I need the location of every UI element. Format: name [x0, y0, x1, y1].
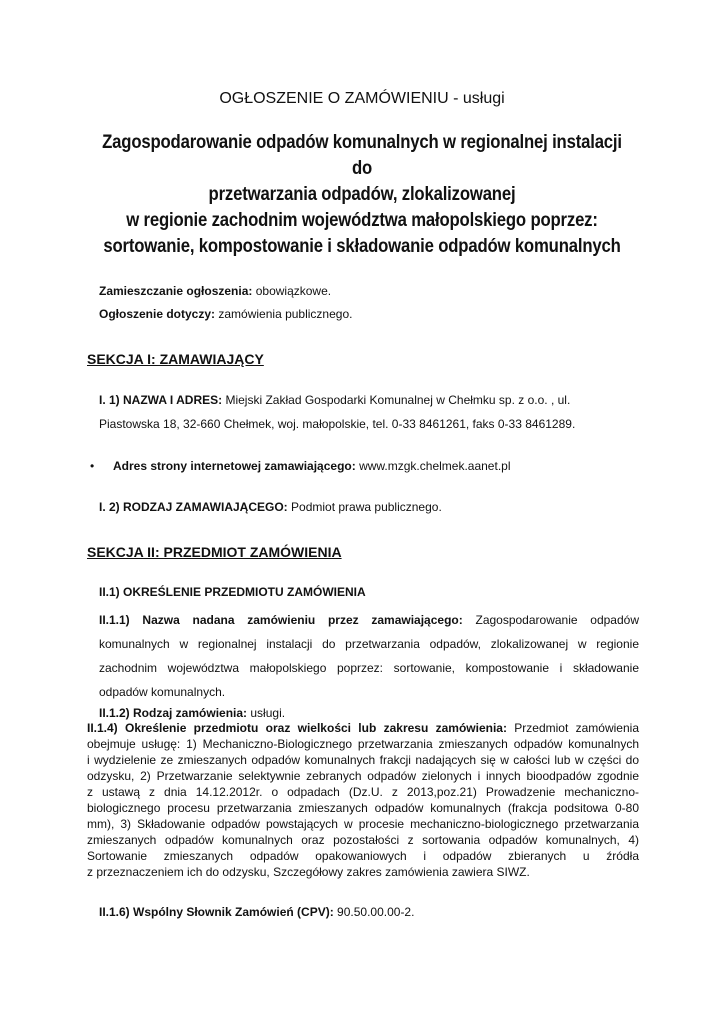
contract-name-value: Zagospodarowanie odpadów — [475, 613, 639, 627]
scope-label: II.1.4) Określenie przedmiotu oraz wielkości lub zakresu zamówienia: — [87, 721, 507, 735]
scope-line: biologicznego procesu przetwarzania zmieszanych odpadów komunalnych (frakcja podsitowa 0-80 — [87, 801, 639, 815]
website-label: Adres strony internetowej zamawiającego: — [113, 459, 356, 473]
cpv-value: 90.50.00.00-2. — [337, 905, 415, 919]
authority-type-label: I. 2) RODZAJ ZAMAWIAJĄCEGO: — [99, 500, 288, 514]
contract-title — [96, 130, 628, 260]
scope-value: Przedmiot zamówienia — [514, 721, 639, 735]
website-line — [113, 459, 511, 473]
title-line: przetwarzania odpadów, zlokalizowanej — [208, 184, 516, 205]
contracting-authority-line1 — [99, 393, 570, 407]
scope-line: zmieszanych odpadów komunalnych oraz pozostałości z sortowania odpadów komunalnych, 4) — [87, 833, 639, 847]
contract-kind-label: II.1.2) Rodzaj zamówienia: — [99, 706, 248, 720]
scope-line — [87, 720, 639, 736]
title-line: Zagospodarowanie odpadów komunalnych w regionalnej instalacji do — [102, 132, 622, 179]
concerns-value: zamówienia publicznego. — [218, 307, 353, 321]
scope-line: obejmuje usługę: 1) Mechaniczno-Biologicznego przetwarzania zmieszanych odpadów komunalnych — [87, 737, 639, 751]
placement-line — [99, 284, 331, 298]
scope-line: z przeznaczeniem ich do odzysku, Szczegółowy zakres zamówienia zawiera SIWZ. — [87, 865, 530, 879]
scope-block — [87, 720, 639, 880]
authority-type-line — [99, 500, 442, 514]
authority-type-value: Podmiot prawa publicznego. — [291, 500, 442, 514]
scope-line: i wydzielenie ze zmieszanych odpadów komunalnych frakcji nadających się w całości lub w części do — [87, 753, 639, 767]
authority-name-label: I. 1) NAZWA I ADRES: — [99, 393, 223, 407]
title-line: w regionie zachodnim województwa małopolskiego poprzez: — [126, 210, 598, 231]
authority-name-value: Miejski Zakład Gospodarki Komunalnej w Chełmku sp. z o.o. , ul. — [225, 393, 571, 407]
contract-kind-line — [99, 706, 285, 720]
scope-line: mm), 3) Składowanie odpadów powstających w procesie mechaniczno-biologicznego przetwarzania — [87, 817, 639, 831]
subject-subheading: II.1) OKREŚLENIE PRZEDMIOTU ZAMÓWIENIA — [99, 585, 366, 599]
bullet-icon: • — [90, 459, 95, 473]
contract-kind-value: usługi. — [250, 706, 286, 720]
contract-name-line: odpadów komunalnych. — [99, 685, 226, 699]
contract-name-line: zachodnim województwa małopolskiego poprzez: sortowanie, kompostowanie i składowanie — [99, 661, 639, 675]
scope-line: odzysku, 2) Przetwarzanie selektywnie zebranych odpadów zielonych i innych bioodpadów zgodnie — [87, 769, 639, 783]
scope-line: z ustawą z dnia 14.12.2012r. o odpadach (Dz.U. z 2013,poz.21) Prowadzenie mechaniczno- — [87, 785, 639, 799]
concerns-label: Ogłoszenie dotyczy: — [99, 307, 216, 321]
section1-heading: SEKCJA I: ZAMAWIAJĄCY — [87, 351, 264, 367]
placement-label: Zamieszczanie ogłoszenia: — [99, 284, 253, 298]
notice-header: OGŁOSZENIE O ZAMÓWIENIU - usługi — [219, 90, 505, 107]
title-line: sortowanie, kompostowanie i składowanie odpadów komunalnych — [103, 236, 621, 257]
cpv-label: II.1.6) Wspólny Słownik Zamówień (CPV): — [99, 905, 334, 919]
website-value: www.mzgk.chelmek.aanet.pl — [359, 459, 511, 473]
placement-value: obowiązkowe. — [255, 284, 332, 298]
contract-name-block — [99, 608, 639, 704]
contract-name-line — [99, 608, 639, 632]
contract-name-label: II.1.1) Nazwa nadana zamówieniu przez zamawiającego: — [99, 613, 463, 627]
scope-line: Sortowanie zmieszanych odpadów opakowaniowych i odpadów zbieranych u źródła — [87, 849, 639, 863]
concerns-line — [99, 307, 352, 321]
section2-heading: SEKCJA II: PRZEDMIOT ZAMÓWIENIA — [87, 544, 342, 560]
cpv-line — [99, 905, 414, 919]
contract-name-line: komunalnych w regionalnej instalacji do przetwarzania odpadów, zlokalizowanej w regionie — [99, 637, 639, 651]
contracting-authority-line2: Piastowska 18, 32-660 Chełmek, woj. małopolskie, tel. 0-33 8461261, faks 0-33 8461289. — [99, 417, 576, 431]
